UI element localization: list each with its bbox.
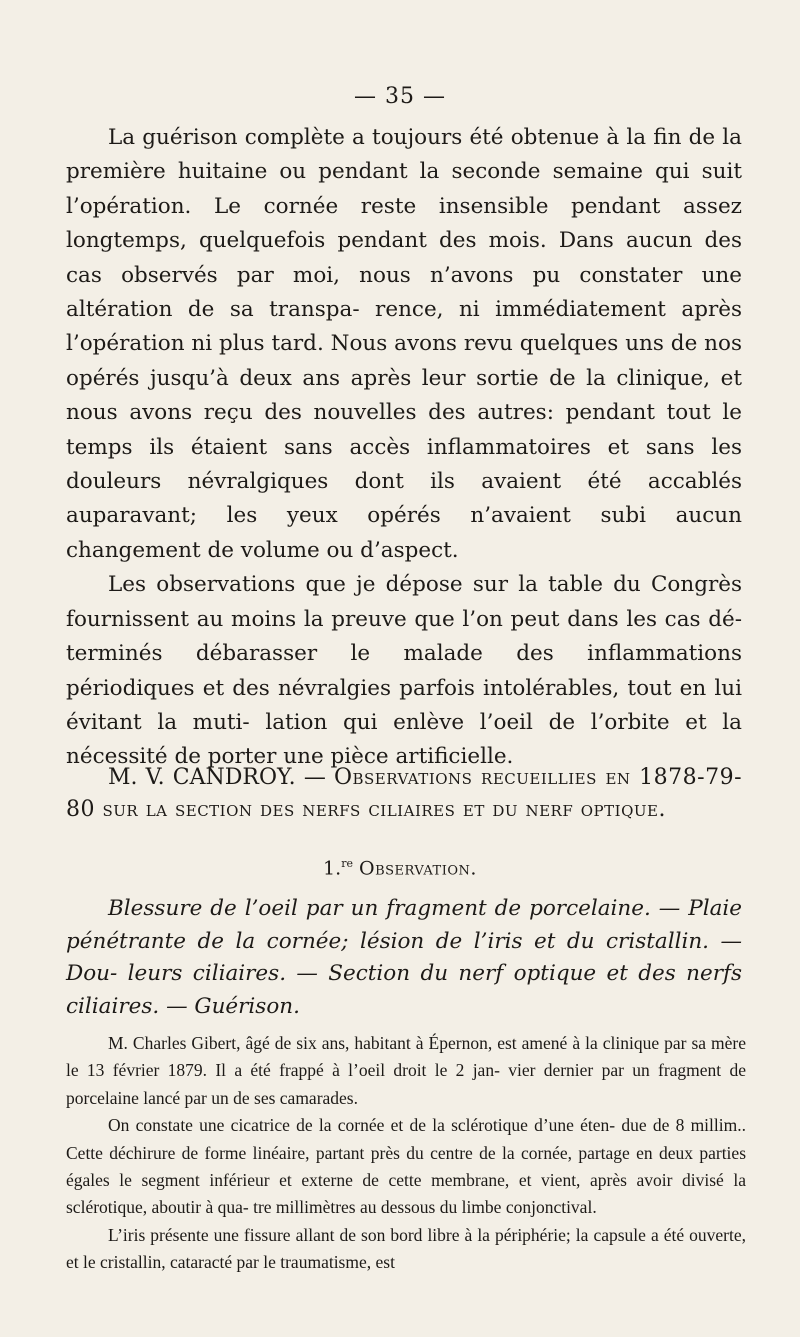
observation-number-suffix: re [341,857,353,870]
case-summary: Blessure de l’oeil par un fragment de porcelaine. — Plaie pénétrante de la cornée; lésion de l’iris et du cristallin. — Dou- leurs ciliaires. — Section du nerf optique et des nerfs ciliaires. — Guérison. [66,896,742,1019]
observation-label: Observation. [359,857,477,880]
case-text [66,1030,746,1277]
observation-number: 1. [323,857,342,880]
paragraph-2: Les observations que je dépose sur la table du Congrès fournissent au moins la preuve que l’on peut dans les cas dé- terminés débarasser le malade des inflammations périodiques et des névralgies parfois intolérables, tout en lui évitant la muti- lation qui enlève l’oeil de l’orbite et la nécessité de porter une pièce artificielle. [66,572,742,770]
heading-title: Observations recueillies en 1878-79-80 sur la section des nerfs ciliaires et du nerf optique. [66,765,743,822]
heading-author: M. V. CANDROY. [108,765,296,790]
section-heading [66,762,742,826]
body-text [66,121,742,775]
paragraph-1: La guérison complète a toujours été obtenue à la fin de la première huitaine ou pendant la seconde semaine qui suit l’opération. Le cornée reste insensible pendant assez longtemps, quelquefois pendant des mois. Dans aucun des cas observés par moi, nous n’avons pu constater une altération de sa transpa- rence, ni immédiatement après l’opération ni plus tard. Nous avons revu quelques uns de nos opérés jusqu’à deux ans après leur sortie de la clinique, et nous avons reçu des nouvelles des autres: pendant tout le temps ils étaient sans accès inflammatoires et sans les douleurs névralgiques dont ils avaient été accablés auparavant; les yeux opérés n’avaient subi aucun changement de volume ou d’aspect. [66,125,742,563]
page-number: — 35 — [354,84,446,109]
observation-title [0,857,800,879]
heading-dash: — [303,765,326,790]
case-paragraph-1: M. Charles Gibert, âgé de six ans, habitant à Épernon, est amené à la clinique par sa mère le 13 février 1879. Il a été frappé à l’oeil droit le 2 jan- vier dernier par un fragment de porcelaine lancé par un de ses camarades. [66,1033,746,1108]
case-paragraph-2: On constate une cicatrice de la cornée et de la sclérotique d’une éten- due de 8 millim.. Cette déchirure de forme linéaire, partant près du centre de la cornée, partage en deux parties égales le segment inférieur et externe de cette membrane, et vient, après avoir divisé la sclérotique, aboutir à qua- tre millimètres au dessous du limbe conjonctival. [66,1115,746,1218]
case-paragraph-3: L’iris présente une fissure allant de son bord libre à la périphérie; la capsule a été ouverte, et le cristallin, cataracté par le traumatisme, est [66,1224,746,1273]
